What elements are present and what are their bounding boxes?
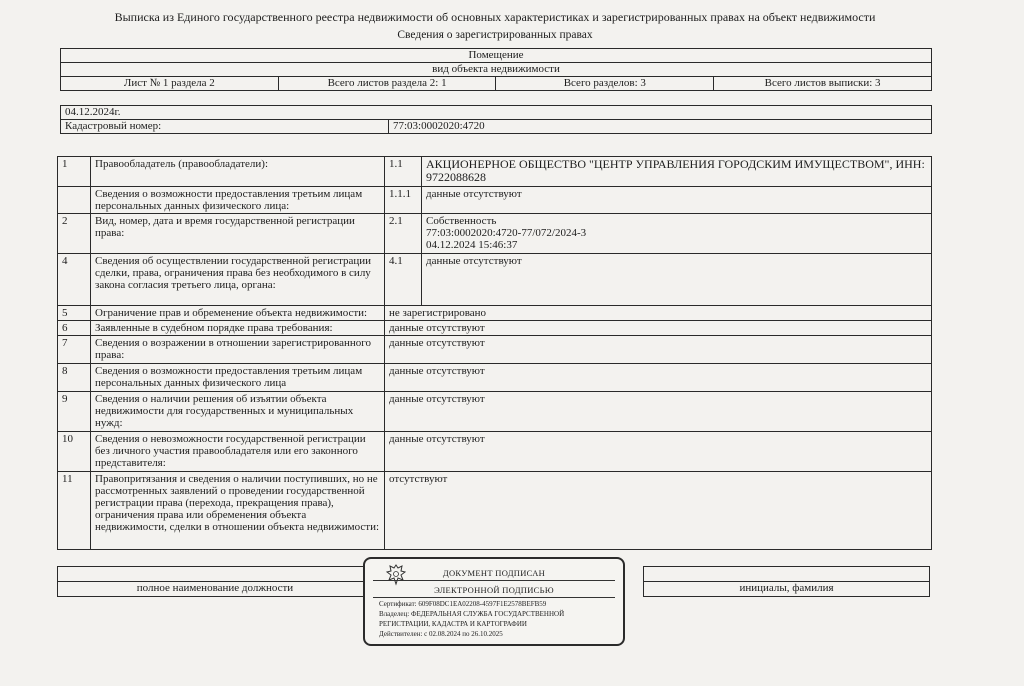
rights-table — [57, 156, 932, 550]
row-label: Сведения о возможности предоставления третьим лицам персональных данных физического лица — [91, 364, 385, 392]
row-label: Правообладатель (правообладатели): — [91, 157, 385, 187]
row-label: Заявленные в судебном порядке права требования: — [91, 321, 385, 336]
row-label: Сведения о возможности предоставления третьим лицам персональных данных физического лица: — [91, 187, 385, 214]
stamp-owner-line2: РЕГИСТРАЦИИ, КАДАСТРА И КАРТОГРАФИИ — [379, 620, 527, 628]
row-value: данные отсутствуют — [385, 432, 932, 472]
row-subnumber: 1.1.1 — [385, 187, 422, 214]
table-row — [58, 157, 932, 187]
row-value: данные отсутствуют — [422, 187, 932, 214]
sections-total: Всего разделов: 3 — [496, 77, 714, 91]
section-sheets-total: Всего листов раздела 2: 1 — [278, 77, 496, 91]
row-number: 9 — [58, 392, 91, 432]
table-row — [58, 392, 932, 432]
row-value — [422, 214, 932, 254]
row-value: данные отсутствуют — [422, 254, 932, 306]
row-value: данные отсутствуют — [385, 364, 932, 392]
row-number: 7 — [58, 336, 91, 364]
row-label: Сведения о возражении в отношении зарегистрированного права: — [91, 336, 385, 364]
object-type-caption: вид объекта недвижимости — [61, 63, 932, 77]
row-number: 5 — [58, 306, 91, 321]
row-value: отсутствуют — [385, 472, 932, 550]
electronic-signature-stamp — [363, 557, 625, 646]
right-type: Собственность — [426, 215, 497, 227]
row-value: данные отсутствуют — [385, 321, 932, 336]
table-row — [58, 432, 932, 472]
registration-datetime: 04.12.2024 15:46:37 — [426, 239, 518, 251]
registration-number: 77:03:0002020:4720-77/072/2024-3 — [426, 227, 587, 239]
row-number: 4 — [58, 254, 91, 306]
row-label: Вид, номер, дата и время государственной регистрации права: — [91, 214, 385, 254]
extract-sheets-total: Всего листов выписки: 3 — [714, 77, 932, 91]
row-subnumber: 1.1 — [385, 157, 422, 187]
object-type: Помещение — [61, 49, 932, 63]
table-row — [58, 187, 932, 214]
name-caption: инициалы, фамилия — [644, 582, 930, 597]
table-row — [58, 472, 932, 550]
stamp-certificate: Сертификат: 609F08DC1EA02208-4597F1E2578BEFB59 — [379, 600, 547, 608]
row-label: Сведения об осуществлении государственной регистрации сделки, права, ограничения права без необходимого в силу закона согласия третьего лица, органа: — [91, 254, 385, 306]
sheet-number: Лист № 1 раздела 2 — [61, 77, 279, 91]
stamp-owner-line1: Владелец: ФЕДЕРАЛЬНАЯ СЛУЖБА ГОСУДАРСТВЕННОЙ — [379, 610, 565, 618]
stamp-title: ДОКУМЕНТ ПОДПИСАН — [442, 568, 546, 578]
row-label: Ограничение прав и обременение объекта недвижимости: — [91, 306, 385, 321]
row-value: данные отсутствуют — [385, 392, 932, 432]
cadastral-label: Кадастровый номер: — [61, 120, 389, 134]
table-row — [58, 321, 932, 336]
row-value: АКЦИОНЕРНОЕ ОБЩЕСТВО "ЦЕНТР УПРАВЛЕНИЯ ГОРОДСКИМ ИМУЩЕСТВОМ", ИНН: 9722088628 — [422, 157, 932, 187]
name-field — [644, 567, 930, 582]
row-subnumber: 2.1 — [385, 214, 422, 254]
document-subtitle: Сведения о зарегистрированных правах — [397, 29, 593, 41]
row-number: 10 — [58, 432, 91, 472]
table-row — [58, 254, 932, 306]
cadastral-number: 77:03:0002020:4720 — [389, 120, 932, 134]
extract-date: 04.12.2024г. — [61, 106, 932, 120]
row-number: 11 — [58, 472, 91, 550]
row-value: не зарегистрировано — [385, 306, 932, 321]
row-number — [58, 187, 91, 214]
table-row — [58, 214, 932, 254]
object-type-table — [60, 48, 932, 91]
row-number: 1 — [58, 157, 91, 187]
position-field — [58, 567, 373, 582]
row-number: 2 — [58, 214, 91, 254]
table-row — [58, 306, 932, 321]
row-value: данные отсутствуют — [385, 336, 932, 364]
table-row — [58, 364, 932, 392]
row-subnumber: 4.1 — [385, 254, 422, 306]
stamp-subtitle: ЭЛЕКТРОННОЙ ПОДПИСЬЮ — [434, 585, 554, 595]
row-label: Сведения о наличии решения об изъятии объекта недвижимости для государственных и муниципальных нужд: — [91, 392, 385, 432]
meta-table — [60, 105, 932, 134]
row-label: Сведения о невозможности государственной регистрации без личного участия правообладателя или его законного представителя: — [91, 432, 385, 472]
document-title: Выписка из Единого государственного реестра недвижимости об основных характеристиках и зарегистрированных правах на объект недвижимости — [114, 10, 876, 24]
position-caption: полное наименование должности — [58, 582, 373, 597]
table-row — [58, 336, 932, 364]
row-number: 6 — [58, 321, 91, 336]
row-number: 8 — [58, 364, 91, 392]
stamp-validity: Действителен: с 02.08.2024 по 26.10.2025 — [379, 630, 503, 638]
row-label: Правопритязания и сведения о наличии поступивших, но не рассмотренных заявлений о проведении государственной регистрации права (перехода, прекращения права), ограничения права или обременения объекта недвижимости, сделки в отношении объекта недвижимости: — [91, 472, 385, 550]
